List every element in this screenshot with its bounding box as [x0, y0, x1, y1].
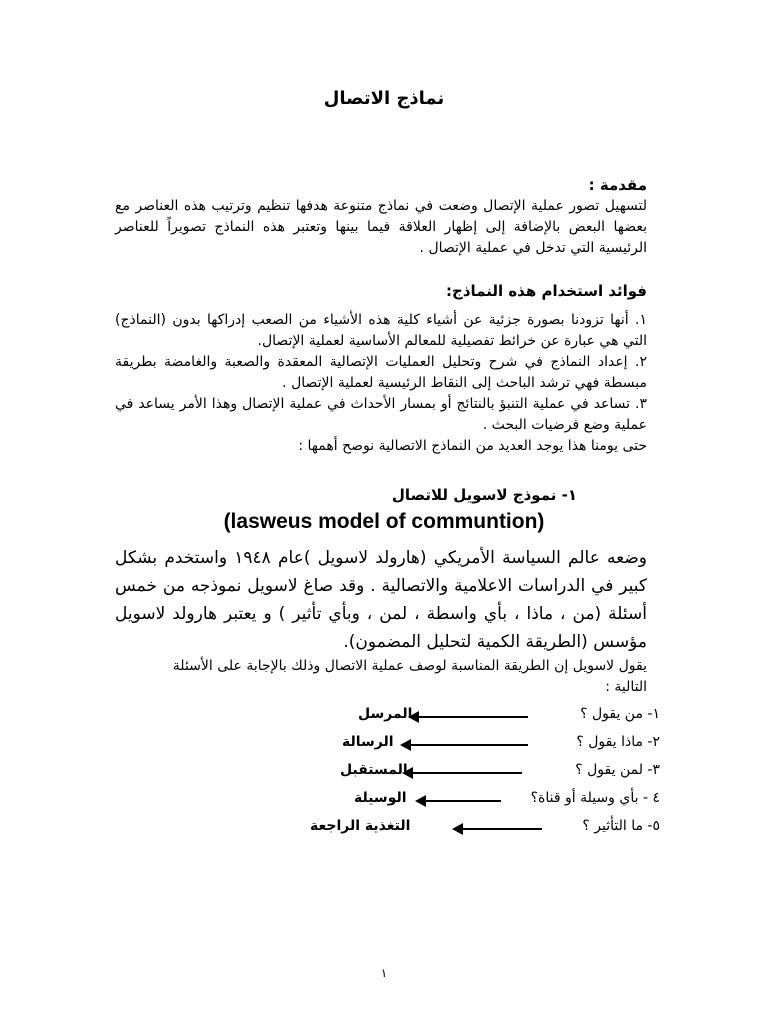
- question-row-1: [300, 706, 660, 730]
- question-row-2: [300, 734, 660, 758]
- intro-section: [115, 176, 647, 259]
- arrow-left-icon: [425, 800, 501, 802]
- intro-paragraph: لتسهيل تصور عملية الإتصال وضعت في نماذج متنوعة هدفها تنظيم وترتيب هذه العناصر مع بعضها البعض بالإضافة إلى إظهار العلاقة فيما بينها وتعتبر هذه النماذج تصويراً للعناصر الرئيسية التي تدخل في عملية الإتصال .: [115, 198, 647, 256]
- model-english-title: (lasweus model of communtion): [223, 510, 545, 533]
- answer-3: المستقبل: [340, 762, 408, 778]
- question-1: ١- من يقول ؟: [580, 706, 660, 722]
- question-2: ٢- ماذا يقول ؟: [576, 734, 660, 750]
- benefits-section: [115, 282, 647, 457]
- answer-1: المرسل: [358, 706, 413, 722]
- arrow-left-icon: [418, 716, 528, 718]
- arrow-left-icon: [412, 772, 522, 774]
- model-heading: ١- نموذج لاسويل للاتصال: [391, 486, 577, 504]
- model-description: [115, 544, 647, 656]
- model-paragraph: وضعه عالم السياسة الأمريكي (هارولد لاسويل )عام ١٩٤٨ واستخدم بشكل كبير في الدراسات الاعلامية والاتصالية . وقد صاغ لاسويل نموذجه من خمس أسئلة (من ، ماذا ، بأي واسطة ، لمن ، وبأي تأثير ) و يعتبر هارولد لاسويل مؤسس (الطريقة الكمية لتحليل المضمون).: [115, 548, 647, 652]
- benefit-item-3: ٣. تساعد في عملية التنبؤ بالنتائج أو بمسار الأحداث في عملية الإتصال وهذا الأمر يساعد في عملية وضع فرضيات البحث .: [115, 396, 647, 433]
- answer-5: التغذية الراجعة: [310, 818, 411, 834]
- answer-4: الوسيلة: [354, 790, 407, 806]
- arrow-left-icon: [462, 828, 542, 830]
- model-lead: يقول لاسويل إن الطريقة المناسبة لوصف عملية الاتصال وذلك بالإجابة على الأسئلة التالية :: [172, 658, 647, 695]
- question-5: ٥- ما التأثير ؟: [582, 818, 660, 834]
- benefit-item-1: ١. أنها تزودنا بصورة جزئية عن أشياء كلية هذه الأشياء من الصعب إدراكها بدون (النماذج) التي هي عبارة عن خرائط تفصيلية للمعالم الأساسية لعملية الإتصال.: [115, 312, 647, 349]
- question-4: ٤ - بأي وسيلة أو قناة؟: [530, 790, 660, 806]
- question-row-4: [300, 790, 660, 814]
- model-lead-wrap: [147, 656, 647, 698]
- model-heading-wrap: [115, 486, 647, 504]
- question-row-5: [300, 818, 660, 842]
- benefits-heading: فوائد استخدام هذه النماذج:: [446, 282, 647, 300]
- answer-2: الرسالة: [342, 734, 394, 750]
- page-number: ١: [380, 966, 388, 980]
- arrow-left-icon: [410, 744, 528, 746]
- question-3: ٣- لمن يقول ؟: [575, 762, 660, 778]
- benefit-item-2: ٢. إعداد النماذج في شرح وتحليل العمليات الإتصالية المعقدة والصعبة والغامضة بطريقة مبسطة فهي ترشد الباحث إلى النقاط الرئيسية لعملية الإتصال .: [115, 354, 647, 391]
- question-row-3: [300, 762, 660, 786]
- intro-heading: مقدمة :: [588, 176, 647, 194]
- benefits-closing: حتى يومنا هذا يوجد العديد من النماذج الاتصالية نوصح أهمها :: [298, 438, 647, 454]
- page-title: نماذج الاتصال: [323, 88, 445, 109]
